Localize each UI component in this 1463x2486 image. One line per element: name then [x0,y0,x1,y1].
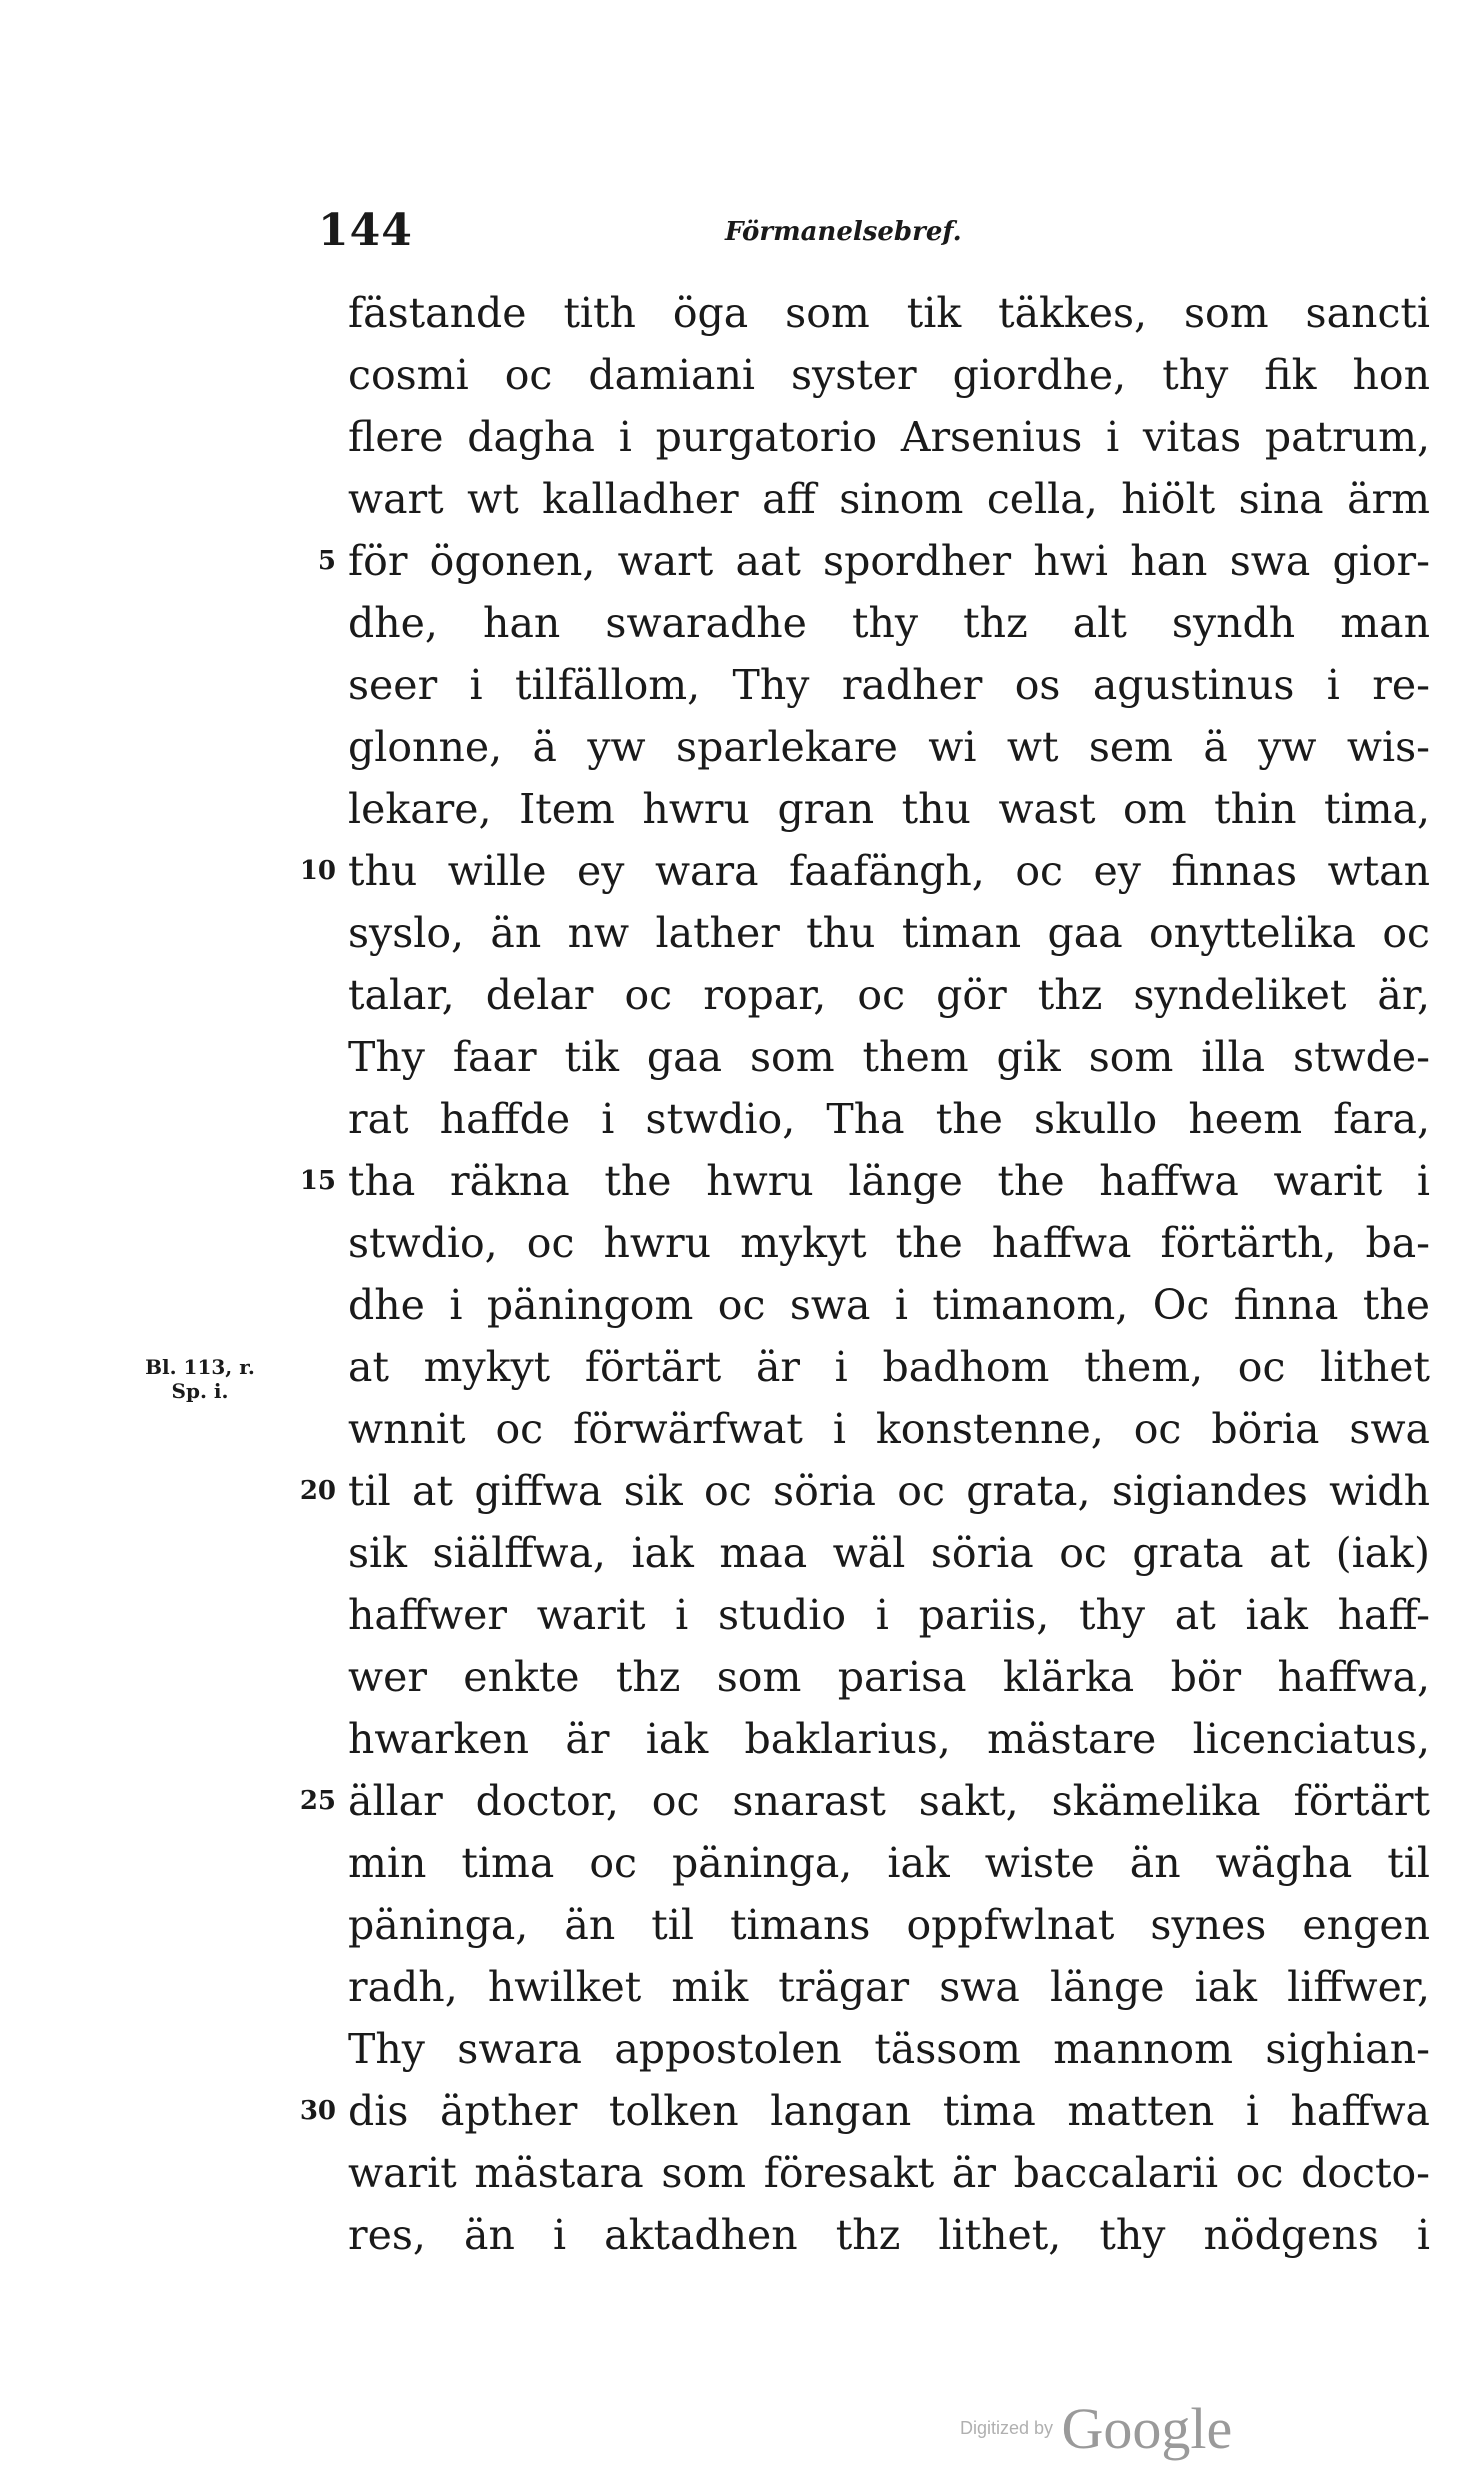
text-line: ällar doctor, oc snarast sakt, skämelika förtärt [348,1777,1430,1825]
text-line: syslo, än nw lather thu timan gaa onyttelika oc [348,909,1430,957]
text-line: til at giffwa sik oc söria oc grata, sigiandes widh [348,1467,1430,1515]
line-number: 10 [299,856,336,886]
text-line: för ögonen, wart aat spordher hwi han swa gior- [348,537,1430,585]
text-line: at mykyt förtärt är i badhom them, oc lithet [348,1343,1430,1391]
text-line: wnnit oc förwärfwat i konstenne, oc böria swa [348,1405,1430,1453]
text-line: radh, hwilket mik trägar swa länge iak liffwer, [348,1963,1430,2011]
text-line: hwarken är iak baklarius, mästare licenciatus, [348,1715,1430,1763]
text-line: wart wt kalladher aff sinom cella, hiölt sina ärm [348,475,1430,523]
watermark-prefix: Digitized by [960,2418,1054,2438]
text-line: rat haffde i stwdio, Tha the skullo heem fara, [348,1095,1430,1143]
google-logo: Google [1061,2396,1233,2461]
text-line: talar, delar oc ropar, oc gör thz syndeliket är, [348,971,1430,1019]
line-number: 30 [299,2096,336,2126]
line-number: 15 [299,1166,336,1196]
text-line: seer i tilfällom, Thy radher os agustinus i re- [348,661,1430,709]
text-line: fästande tith öga som tik täkkes, som sancti [348,289,1430,337]
text-line: tha räkna the hwru länge the haffwa warit i [348,1157,1430,1205]
text-line: wer enkte thz som parisa klärka bör haffwa, [348,1653,1430,1701]
running-title: Förmanelsebref. [725,217,962,247]
text-line: dhe i päningom oc swa i timanom, Oc finna the [348,1281,1430,1329]
text-line: thu wille ey wara faafängh, oc ey finnas wtan [348,847,1430,895]
margin-note [130,1355,270,1403]
text-line: stwdio, oc hwru mykyt the haffwa förtärth, ba- [348,1219,1430,1267]
text-line: haffwer warit i studio i pariis, thy at iak haff- [348,1591,1430,1639]
text-line: dhe, han swaradhe thy thz alt syndh man [348,599,1430,647]
line-number: 20 [299,1476,336,1506]
text-line: lekare, Item hwru gran thu wast om thin tima, [348,785,1430,833]
text-line: dis äpther tolken langan tima matten i haffwa [348,2087,1430,2135]
line-number: 25 [299,1786,336,1816]
margin-note-column: Sp. i. [171,1379,229,1403]
line-number: 5 [317,546,336,576]
digitization-watermark [960,2395,1232,2462]
text-line: warit mästara som föresakt är baccalarii oc docto- [348,2149,1430,2197]
margin-note-folio: Bl. 113, r. [145,1355,255,1379]
text-line: flere dagha i purgatorio Arsenius i vitas patrum, [348,413,1430,461]
text-line: glonne, ä yw sparlekare wi wt sem ä yw wis- [348,723,1430,771]
text-line: min tima oc päninga, iak wiste än wägha til [348,1839,1430,1887]
text-line: Thy faar tik gaa som them gik som illa stwde- [348,1033,1430,1081]
page-header [0,205,1463,265]
text-line: res, än i aktadhen thz lithet, thy nödgens i [348,2211,1430,2259]
text-line: sik siälffwa, iak maa wäl söria oc grata at (iak) [348,1529,1430,1577]
page-number: 144 [318,205,413,256]
text-line: Thy swara appostolen tässom mannom sighian- [348,2025,1430,2073]
text-line: cosmi oc damiani syster giordhe, thy fik hon [348,351,1430,399]
text-line: päninga, än til timans oppfwlnat synes engen [348,1901,1430,1949]
